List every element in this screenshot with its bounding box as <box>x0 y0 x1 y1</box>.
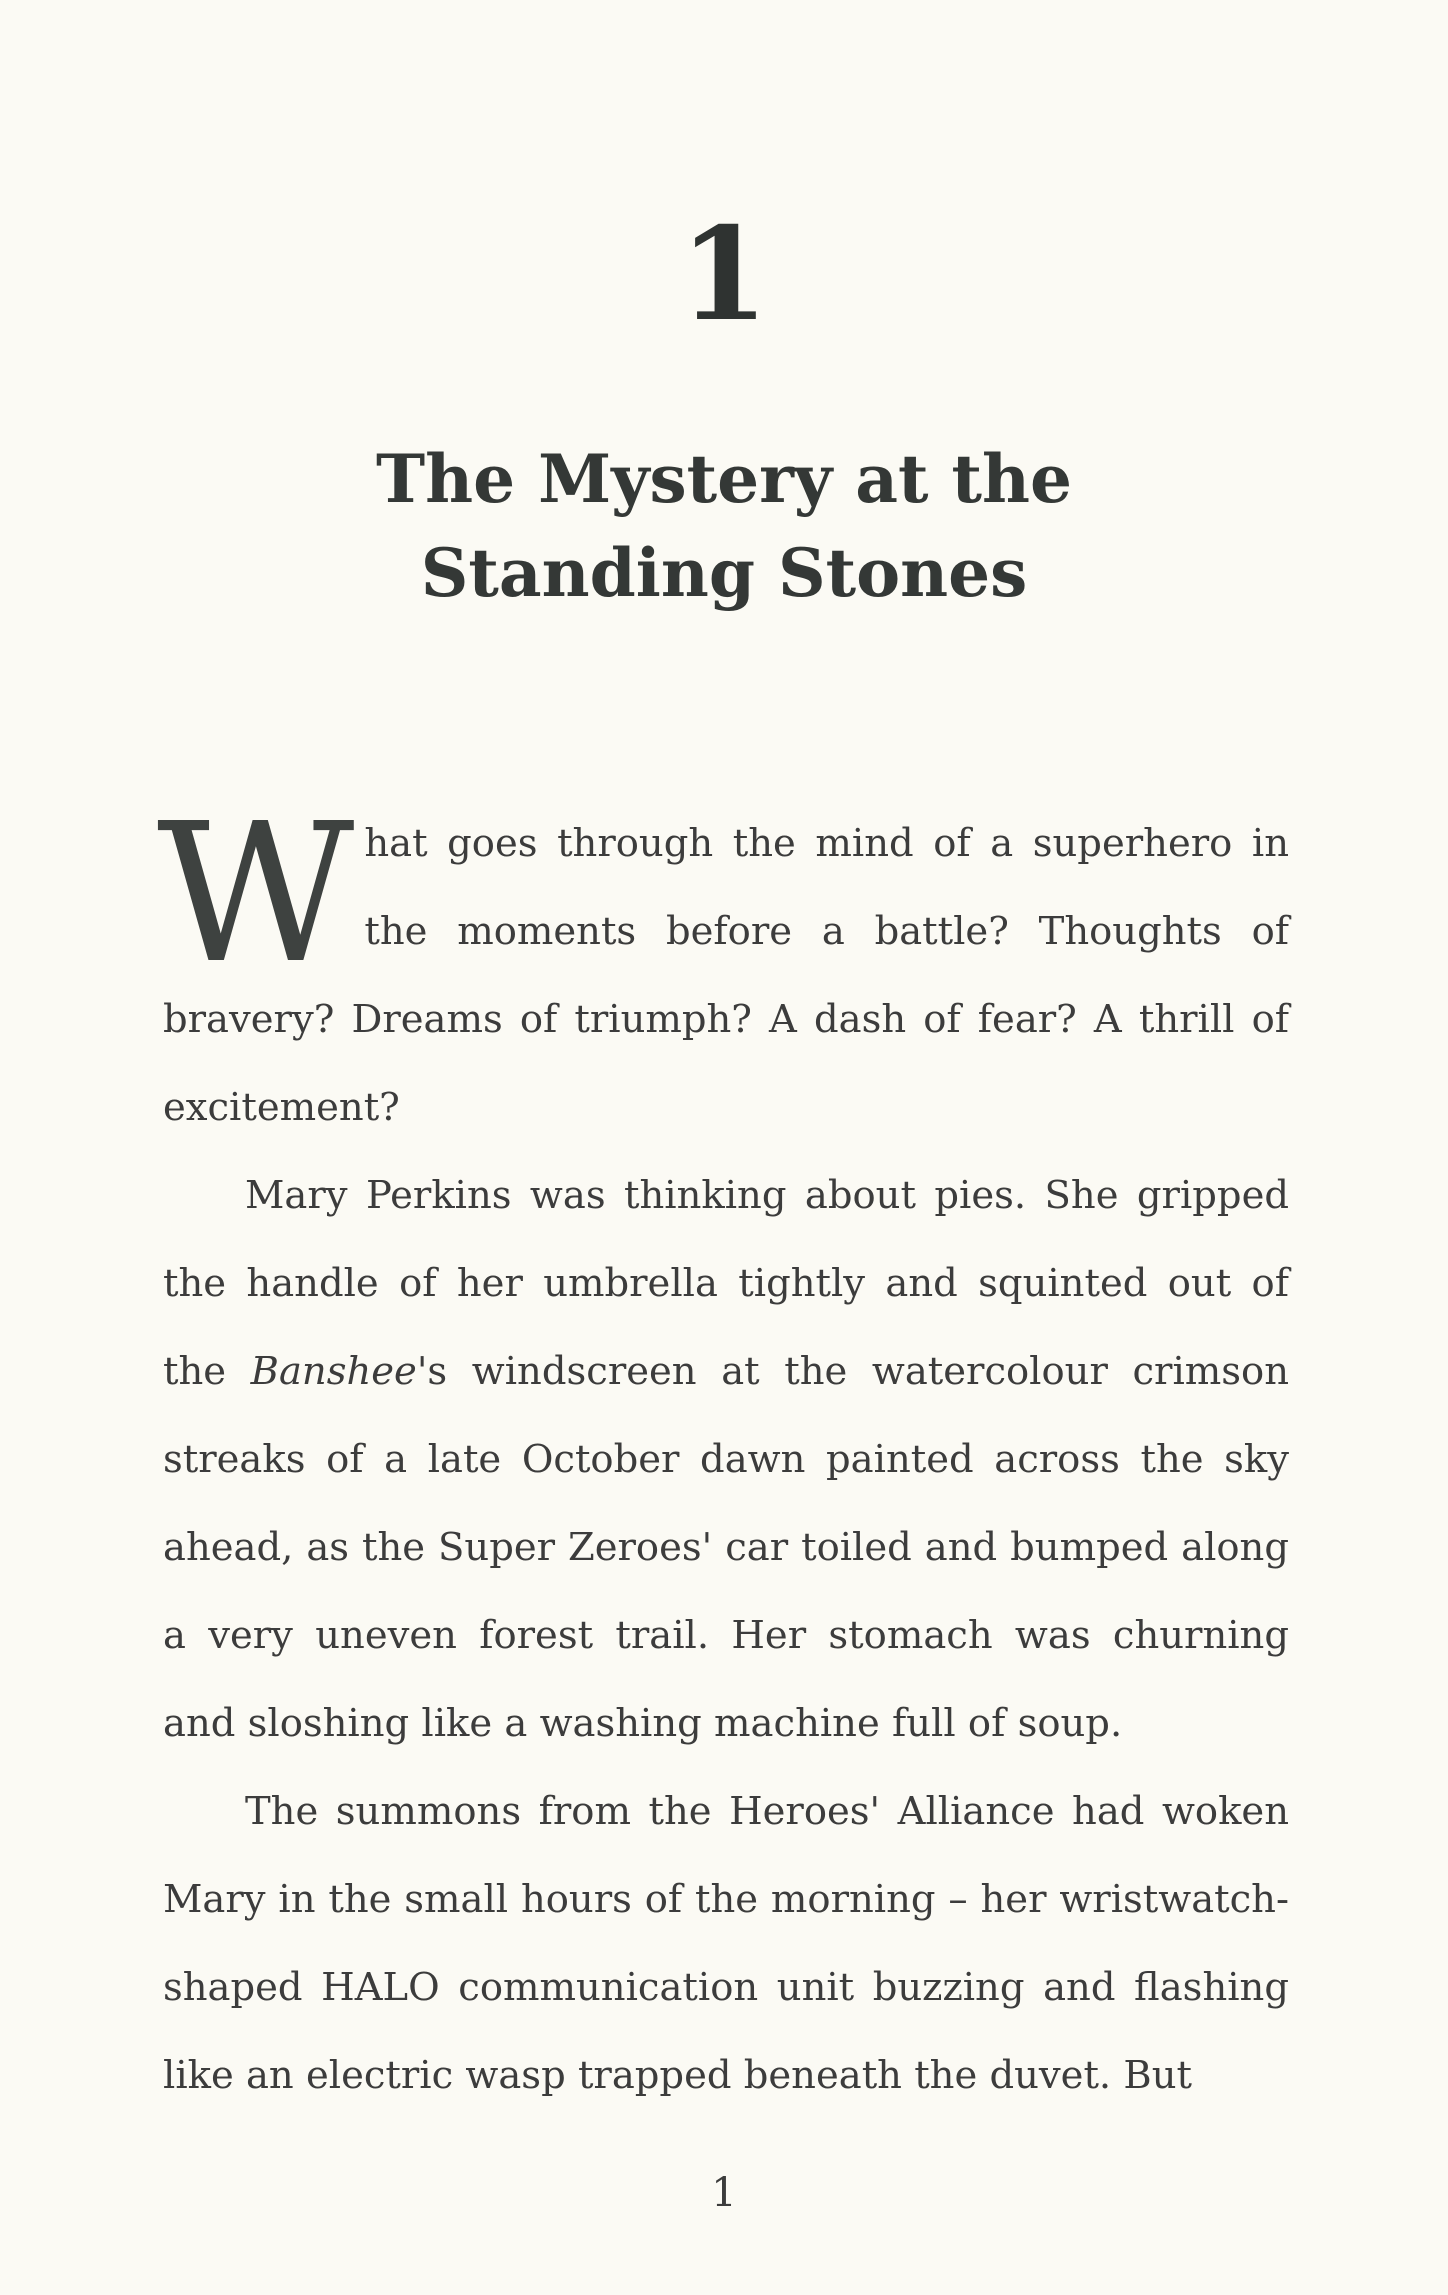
chapter-body <box>157 783 1290 2120</box>
ship-name-italic: Banshee <box>250 1349 417 1394</box>
paragraph-1-text: hat goes through the mind of a superhero in the moments before a battle? Thoughts of bravery? Dreams of triumph? A dash of fear? A thrill of excitement? <box>163 821 1289 1130</box>
paragraph-3 <box>163 1768 1289 2120</box>
paragraph-1 <box>157 783 1289 1152</box>
paragraph-2 <box>163 1152 1289 1768</box>
paragraph-2-text-end: 's windscreen at the watercolour crimson streaks of a late October dawn painted across the sky ahead, as the Super Zeroes' car toiled and bumped along a very uneven forest trail. Her stomach was churning and sloshing like a washing machine full of soup. <box>163 1349 1290 1746</box>
chapter-title-line-1: The Mystery at the <box>376 440 1072 518</box>
drop-cap: W <box>157 783 355 1006</box>
chapter-title-line-2: Standing Stones <box>420 534 1028 612</box>
paragraph-2-text-start: Mary Perkins was thinking about pies. She gripped the handle of her umbrella tightly and squinted out of the <box>163 1173 1289 1394</box>
chapter-title <box>0 432 1448 620</box>
page-number: 1 <box>711 2170 737 2216</box>
chapter-number: 1 <box>679 200 769 350</box>
paragraph-3-text: The summons from the Heroes' Alliance had woken Mary in the small hours of the morning – her wristwatch-shaped HALO communication unit buzzing and flashing like an electric wasp trapped beneath the duvet. But <box>163 1789 1289 2098</box>
